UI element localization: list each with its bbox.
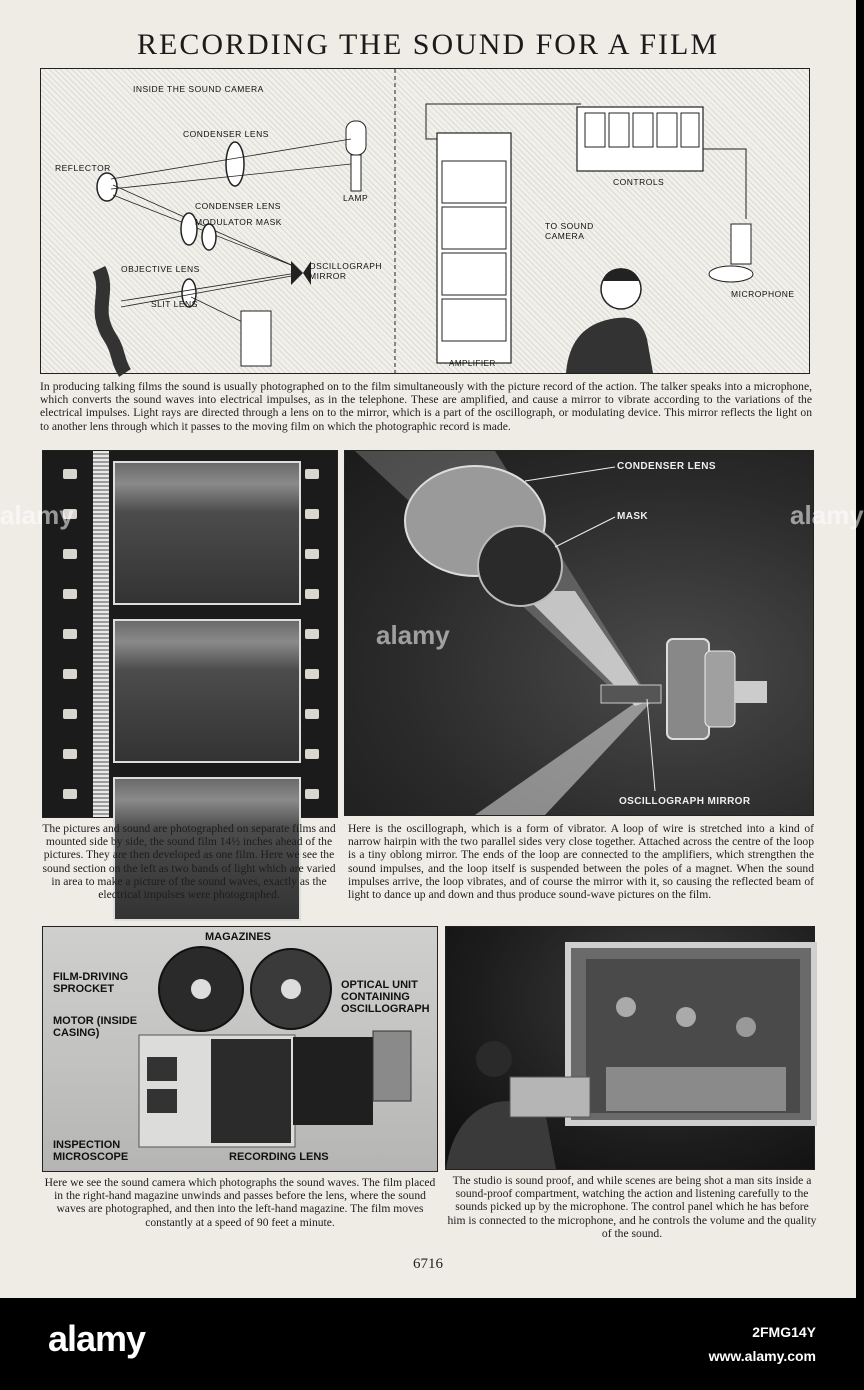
label-lamp: LAMP	[343, 193, 369, 203]
label-objective-lens: OBJECTIVE LENS	[121, 264, 200, 274]
watermark-left: alamy	[0, 500, 74, 530]
label-oscillograph-mirror-photo: OSCILLOGRAPH MIRROR	[619, 796, 751, 807]
label-condenser-lens-1: CONDENSER LENS	[183, 129, 269, 139]
page-number: 6716	[413, 1256, 443, 1272]
label-oscillograph-mirror: OSCILLOGRAPH MIRROR	[309, 261, 383, 281]
label-film-driving-sprocket: FILM-DRIVING SPROCKET	[53, 971, 129, 995]
film-strip-photo	[42, 450, 338, 818]
label-recording-lens: RECORDING LENS	[229, 1151, 329, 1163]
label-mask: MASK	[617, 511, 649, 522]
stock-info	[709, 1324, 816, 1364]
label-inspection-microscope: INSPECTION MICROSCOPE	[53, 1139, 129, 1163]
label-motor: MOTOR (INSIDE CASING)	[53, 1015, 138, 1039]
site-url: www.alamy.com	[708, 1348, 816, 1364]
camera-caption: Here we see the sound camera which photographs the sound waves. The film placed in the right-hand magazine unwinds and passes before the lens, where the sound waves are photographed, and then into the left-hand magazine. The film moves constantly at a speed of 90 feet a minute.	[44, 1176, 436, 1229]
label-condenser-lens-2: CONDENSER LENS	[195, 201, 281, 211]
film-frame	[113, 619, 301, 763]
oscillograph-caption: Here is the oscillograph, which is a form of vibrator. A loop of wire is stretched into a kind of narrow hairpin with the two parallel sides very close together. Attached across the centre of the loop is a tiny oblong mirror. The ends of the loop are connected to the amplifiers, which strengthen the sound impulses, and the loop itself is suspended between the poles of a magnet. When the sound impulses arrive, the loop vibrates, and of course the mirror with it, so causing the reflected beam of light to dance up and down and thus produce sound-wave pictures on the film.	[348, 822, 814, 902]
page-title: RECORDING THE SOUND FOR A FILM	[136, 28, 719, 61]
label-controls: CONTROLS	[613, 177, 665, 187]
watermark-right: alamy	[790, 500, 864, 530]
label-microphone: MICROPHONE	[731, 289, 795, 299]
label-optical-unit: OPTICAL UNIT CONTAINING OSCILLOGRAPH	[341, 979, 430, 1015]
film-caption: The pictures and sound are photographed on separate films and mounted side by side, the sound film 14½ inches ahead of the pictures. They are then developed as one film. Here we see the sound section on the left as two bands of light which are varied in area to make a picture of the sound waves, exactly as the electrical impulses were photographed.	[42, 822, 336, 902]
label-modulator-mask: MODULATOR MASK	[195, 217, 282, 227]
sound-track	[93, 451, 109, 817]
sound-camera-photo	[42, 926, 438, 1172]
studio-photo	[445, 926, 815, 1170]
image-id: 2FMG14Y	[752, 1324, 816, 1340]
label-condenser-lens: CONDENSER LENS	[617, 461, 716, 472]
label-to-sound-camera: TO SOUND CAMERA	[545, 221, 594, 241]
label-amplifier: AMPLIFIER	[449, 359, 496, 368]
intro-caption: In producing talking films the sound is usually photographed on to the film simultaneously with the picture record of the action. The talker speaks into a microphone, which converts the sound waves into electrical impulses, as in the telephone. These are amplified, and cause a mirror to vibrate according to the variations of the electrical impulses. Light rays are directed through a lens on to the mirror, which is a part of the oscillograph, or modulating device. This mirror reflects the light on to another lens through which it passes to the moving film on which the photographic record is made.	[40, 380, 812, 433]
label-slit-lens: SLIT LENS	[151, 299, 198, 309]
film-frame	[113, 461, 301, 605]
diagram-drawing	[41, 69, 809, 373]
sound-camera-diagram	[40, 68, 810, 374]
label-magazines: MAGAZINES	[205, 931, 271, 943]
label-reflector: REFLECTOR	[55, 163, 111, 173]
camera-drawing	[43, 927, 437, 1171]
watermark-center: alamy	[376, 620, 450, 650]
diagram-heading: INSIDE THE SOUND CAMERA	[133, 84, 264, 94]
studio-caption: The studio is sound proof, and while scenes are being shot a man sits inside a sound-proof compartment, watching the action and listening carefully to the sounds picked up by the microphone. The control panel which he has before him is connected to the microphone, and he controls the volume and the quality of the sound.	[447, 1174, 817, 1240]
alamy-logo: alamy	[48, 1318, 146, 1359]
studio-drawing	[446, 927, 814, 1169]
